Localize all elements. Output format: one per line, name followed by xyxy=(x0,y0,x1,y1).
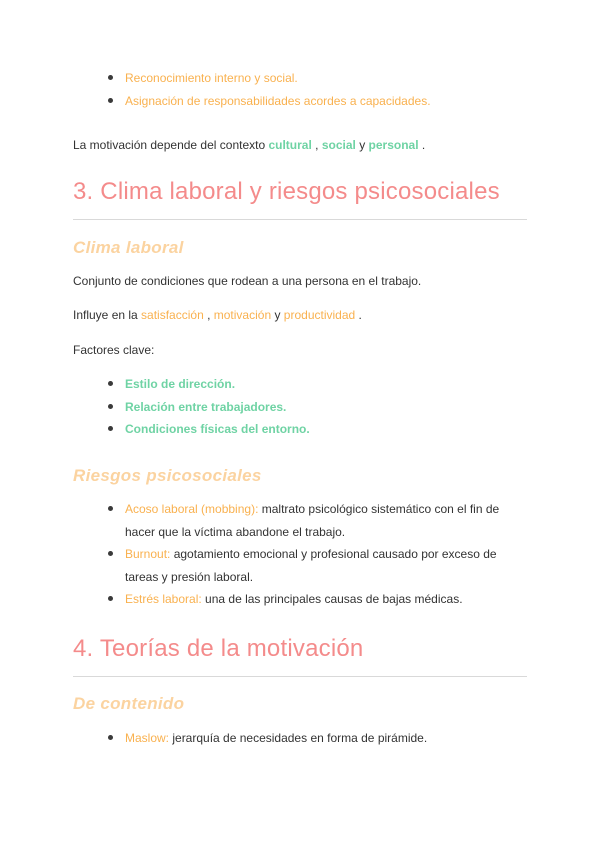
bullet-icon xyxy=(108,381,113,386)
list-item: Acoso laboral (mobbing): maltrato psicológico sistemático con el fin de hacer que la víctima abandone el trabajo. xyxy=(73,498,527,543)
section-4-divider xyxy=(73,676,527,677)
bullet-icon xyxy=(108,551,113,556)
list-item: Maslow: jerarquía de necesidades en forma de pirámide. xyxy=(73,727,527,750)
bullet-icon xyxy=(108,404,113,409)
section-4-title: 4. Teorías de la motivación xyxy=(73,635,364,662)
list-item: Estrés laboral: una de las principales causas de bajas médicas. xyxy=(73,588,527,611)
bullet-icon xyxy=(108,596,113,601)
top-bullet-list xyxy=(73,67,527,112)
bullet-icon xyxy=(108,75,113,80)
bullet-icon xyxy=(108,506,113,511)
list-item: Condiciones físicas del entorno. xyxy=(73,418,527,441)
bullet-icon xyxy=(108,735,113,740)
factores-list xyxy=(73,373,527,441)
contenido-list xyxy=(73,727,527,750)
list-item: Relación entre trabajadores. xyxy=(73,396,527,419)
clima-definition: Conjunto de condiciones que rodean a una persona en el trabajo. xyxy=(73,274,422,288)
list-item: Reconocimiento interno y social. xyxy=(73,67,527,90)
list-item: Asignación de responsabilidades acordes a capacidades. xyxy=(73,90,527,113)
riesgos-list xyxy=(73,498,527,611)
bullet-icon xyxy=(108,98,113,103)
list-item: Burnout: agotamiento emocional y profesional causado por exceso de tareas y presión laboral. xyxy=(73,543,527,588)
clima-laboral-heading: Clima laboral xyxy=(73,238,184,257)
influye-paragraph: Influye en la satisfacción , motivación y productividad . xyxy=(73,308,362,322)
list-item: Estilo de dirección. xyxy=(73,373,527,396)
section-3-title: 3. Clima laboral y riesgos psicosociales xyxy=(73,178,500,205)
riesgos-heading: Riesgos psicosociales xyxy=(73,466,262,485)
factores-label: Factores clave: xyxy=(73,343,155,357)
bullet-icon xyxy=(108,426,113,431)
de-contenido-heading: De contenido xyxy=(73,694,185,713)
motivation-paragraph: La motivación depende del contexto cultural , social y personal . xyxy=(73,138,426,152)
section-3-divider xyxy=(73,219,527,220)
